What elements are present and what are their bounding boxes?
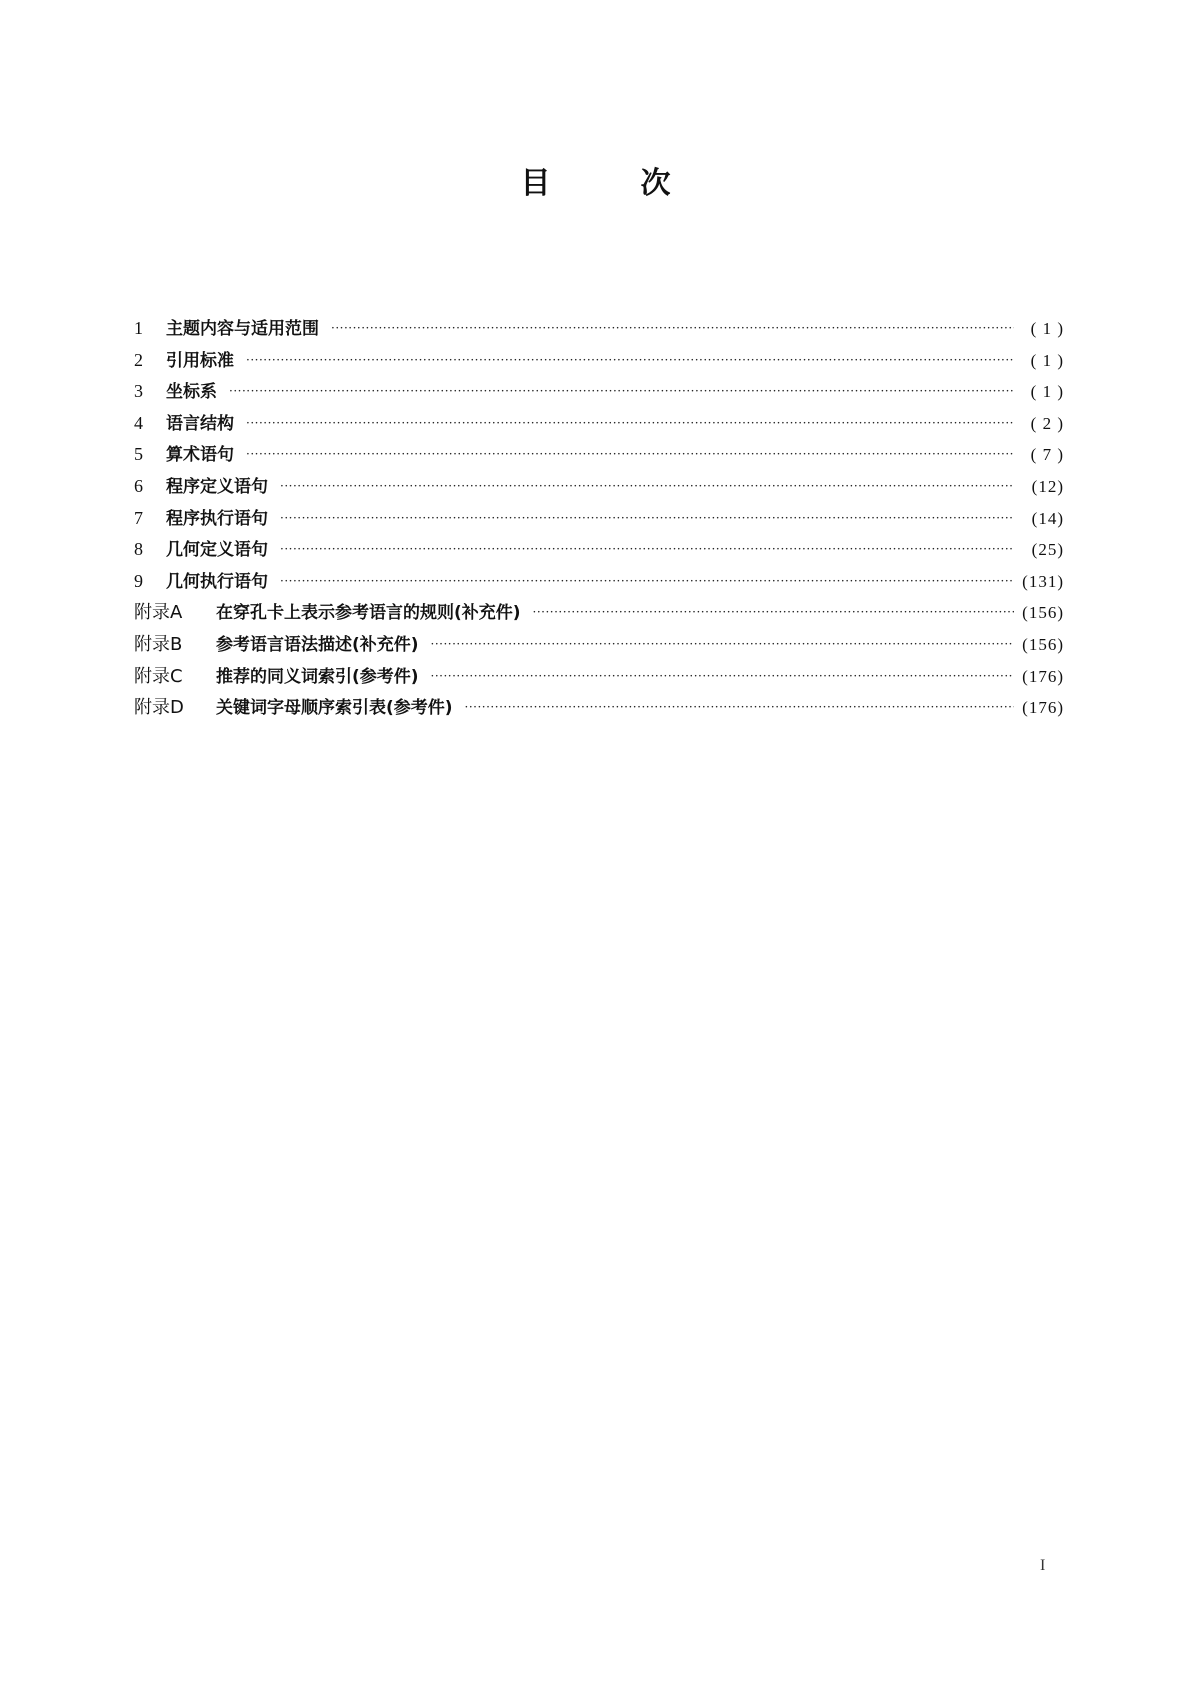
dot-leader [331, 313, 1014, 345]
page-title [0, 158, 1191, 202]
toc-entry-3[interactable] [134, 376, 1064, 408]
page-folio: I [1040, 1557, 1046, 1574]
dot-leader [280, 566, 1014, 598]
toc-entry-9[interactable] [134, 566, 1064, 598]
dot-leader [229, 376, 1014, 408]
toc-annex-d[interactable] [134, 692, 1064, 724]
page-title-char-1: 目 [520, 166, 551, 201]
toc-entry-title: 主题内容与适用范围 [166, 319, 319, 339]
toc-entry-number: 8 [134, 539, 143, 560]
dot-leader [280, 471, 1014, 503]
toc-entry-number: 2 [134, 349, 143, 370]
annex-label: 附录D [134, 697, 184, 719]
toc-annex-c[interactable] [134, 661, 1064, 693]
toc-entry-page: (25) [1031, 540, 1064, 560]
toc-entry-page: ( 1 ) [1030, 319, 1064, 338]
dot-leader [280, 534, 1014, 566]
dot-leader [533, 597, 1014, 629]
dot-leader [431, 661, 1014, 693]
toc-entry-number: 9 [134, 570, 143, 591]
toc-entry-page: (14) [1031, 508, 1064, 528]
toc-entry-number: 1 [134, 318, 143, 338]
toc-entry-page: ( 7 ) [1030, 445, 1064, 465]
annex-page: (176) [1022, 698, 1064, 718]
toc-entry-page: ( 1 ) [1030, 350, 1064, 370]
dot-leader [465, 692, 1014, 724]
toc-annex-b[interactable] [134, 629, 1064, 661]
annex-page: (156) [1022, 634, 1064, 654]
toc-entry-5[interactable] [134, 439, 1064, 471]
annex-title: 推荐的同义词索引(参考件) [216, 666, 419, 687]
table-of-contents [134, 313, 1064, 724]
toc-entry-7[interactable] [134, 503, 1064, 535]
toc-entry-title: 引用标准 [166, 350, 234, 371]
toc-annex-a[interactable] [134, 597, 1064, 629]
toc-entry-title: 语言结构 [166, 413, 234, 434]
dot-leader [431, 629, 1014, 661]
annex-label: 附录B [134, 633, 183, 655]
toc-entry-page: ( 1 ) [1030, 382, 1064, 402]
toc-entry-page: ( 2 ) [1030, 413, 1064, 433]
toc-entry-page: (131) [1022, 571, 1064, 591]
annex-page: (156) [1022, 603, 1064, 623]
dot-leader [246, 439, 1014, 471]
dot-leader [246, 408, 1014, 440]
toc-entry-title: 程序执行语句 [166, 508, 268, 529]
annex-page: (176) [1022, 666, 1064, 686]
annex-label: 附录A [134, 602, 183, 624]
dot-leader [280, 503, 1014, 535]
toc-entry-number: 4 [134, 412, 143, 433]
toc-entry-8[interactable] [134, 534, 1064, 566]
toc-entry-title: 坐标系 [166, 382, 217, 403]
toc-entry-title: 程序定义语句 [166, 476, 268, 497]
page-title-char-2: 次 [640, 166, 671, 201]
annex-title: 关键词字母顺序索引表(参考件) [216, 698, 453, 719]
toc-entry-number: 6 [134, 475, 143, 496]
toc-entry-6[interactable] [134, 471, 1064, 503]
toc-entry-title: 几何执行语句 [166, 571, 268, 592]
toc-entry-number: 7 [134, 507, 143, 528]
annex-label: 附录C [134, 665, 183, 687]
toc-entry-title: 算术语句 [166, 445, 234, 466]
toc-entry-number: 3 [134, 381, 143, 402]
toc-entry-title: 几何定义语句 [166, 540, 268, 561]
toc-entry-number: 5 [134, 444, 143, 465]
toc-entry-2[interactable] [134, 345, 1064, 377]
annex-title: 在穿孔卡上表示参考语言的规则(补充件) [216, 603, 521, 624]
toc-entry-page: (12) [1031, 476, 1064, 496]
toc-entry-1[interactable] [134, 313, 1064, 345]
toc-entry-4[interactable] [134, 408, 1064, 440]
dot-leader [246, 345, 1014, 377]
annex-title: 参考语言语法描述(补充件) [216, 634, 419, 655]
